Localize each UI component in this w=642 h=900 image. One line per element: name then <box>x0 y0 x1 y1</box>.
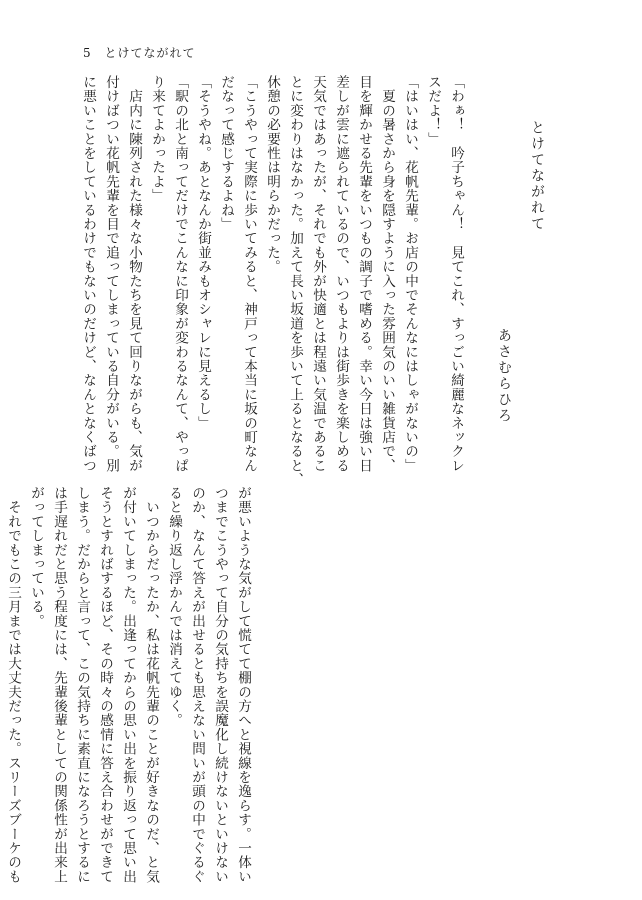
body-text-upper <box>76 75 467 485</box>
text-line: 「駅の北と南ってだけでこんなに印象が変わるなんて、やっぱ <box>172 75 188 473</box>
text-line: 天気ではあったが、それでも外が快適とは程遠い気温であるこ <box>310 75 326 473</box>
text-line: り来てよかったよ」 <box>149 75 165 203</box>
text-line: に悪いことをしているわけでもないのだけど、なんとなくばつ <box>80 75 96 473</box>
text-line: つまでこうやって自分の気持ちを誤魔化し続けないといけない <box>212 486 228 884</box>
text-line: が付いてしまった。出逢ってからの思い出を振り返って思い出 <box>120 486 136 884</box>
text-line: 休憩の必要性は明らかだった。 <box>264 75 280 274</box>
text-line: 付けばつい花帆先輩を目で追ってしまっている自分がいる。別 <box>103 75 119 473</box>
text-line: スだよ！」 <box>425 75 441 146</box>
text-line: しまう。だからと言って、この気持ちに素直になろうとするに <box>74 486 90 884</box>
text-line: 差しが雲に遮られているので、いつもよりは街歩きを楽しめる <box>333 75 349 473</box>
text-line: が悪いような気がして慌てて棚の方へと視線を逸らす。一体い <box>235 486 251 884</box>
story-title: とけてながれて <box>529 120 545 232</box>
text-line: それでもこの三月までは大丈夫だった。スリーズブーケのも <box>5 486 21 884</box>
text-line: 夏の暑さから身を隠すように入った雰囲気のいい雑貨店で、 <box>379 75 395 473</box>
text-line: 店内に陳列された様々な小物たちを見て回りながらも、気が <box>126 75 142 473</box>
text-line: のか、なんて答えが出せるとも思えない問いが頭の中でぐるぐ <box>189 486 205 884</box>
text-line: 目を輝かせる先輩をいつもの調子で嗜める。幸い今日は強い日 <box>356 75 372 473</box>
text-line: がってしまっている。 <box>28 486 44 628</box>
text-line: 「はいはい、花帆先輩。お店の中でそんなにはしゃがないの」 <box>402 75 418 473</box>
text-line: 「わぁ！ 吟子ちゃん！ 見てこれ、すっごい綺麗なネックレ <box>448 75 464 473</box>
running-title: とけてながれて <box>104 46 196 60</box>
text-line: ると繰り返し浮かんでは消えてゆく。 <box>166 486 182 728</box>
body-text-lower <box>0 486 254 896</box>
text-line: だなって感じするよね」 <box>218 75 234 232</box>
page-number: 5 <box>83 46 92 60</box>
author-name: あさむらひろ <box>496 328 512 424</box>
text-line: そうとすればするほど、その時々の感情に答え合わせができて <box>97 486 113 884</box>
text-line: 「こうやって実際に歩いてみると、神戸って本当に坂の町なん <box>241 75 257 473</box>
text-line: とに変わりはなかった。加えて長い坂道を歩いて上るとなると、 <box>287 75 303 487</box>
text-line: 「そうやね。あとなんか街並みもオシャレに見えるし」 <box>195 75 211 430</box>
running-header <box>83 44 195 61</box>
text-line: いつからだったか、私は花帆先輩のことが好きなのだ、と気 <box>143 486 159 884</box>
text-line: は手遅れだと思う程度には、先輩後輩としての関係性が出来上 <box>51 486 67 884</box>
text-line <box>0 486 1 896</box>
